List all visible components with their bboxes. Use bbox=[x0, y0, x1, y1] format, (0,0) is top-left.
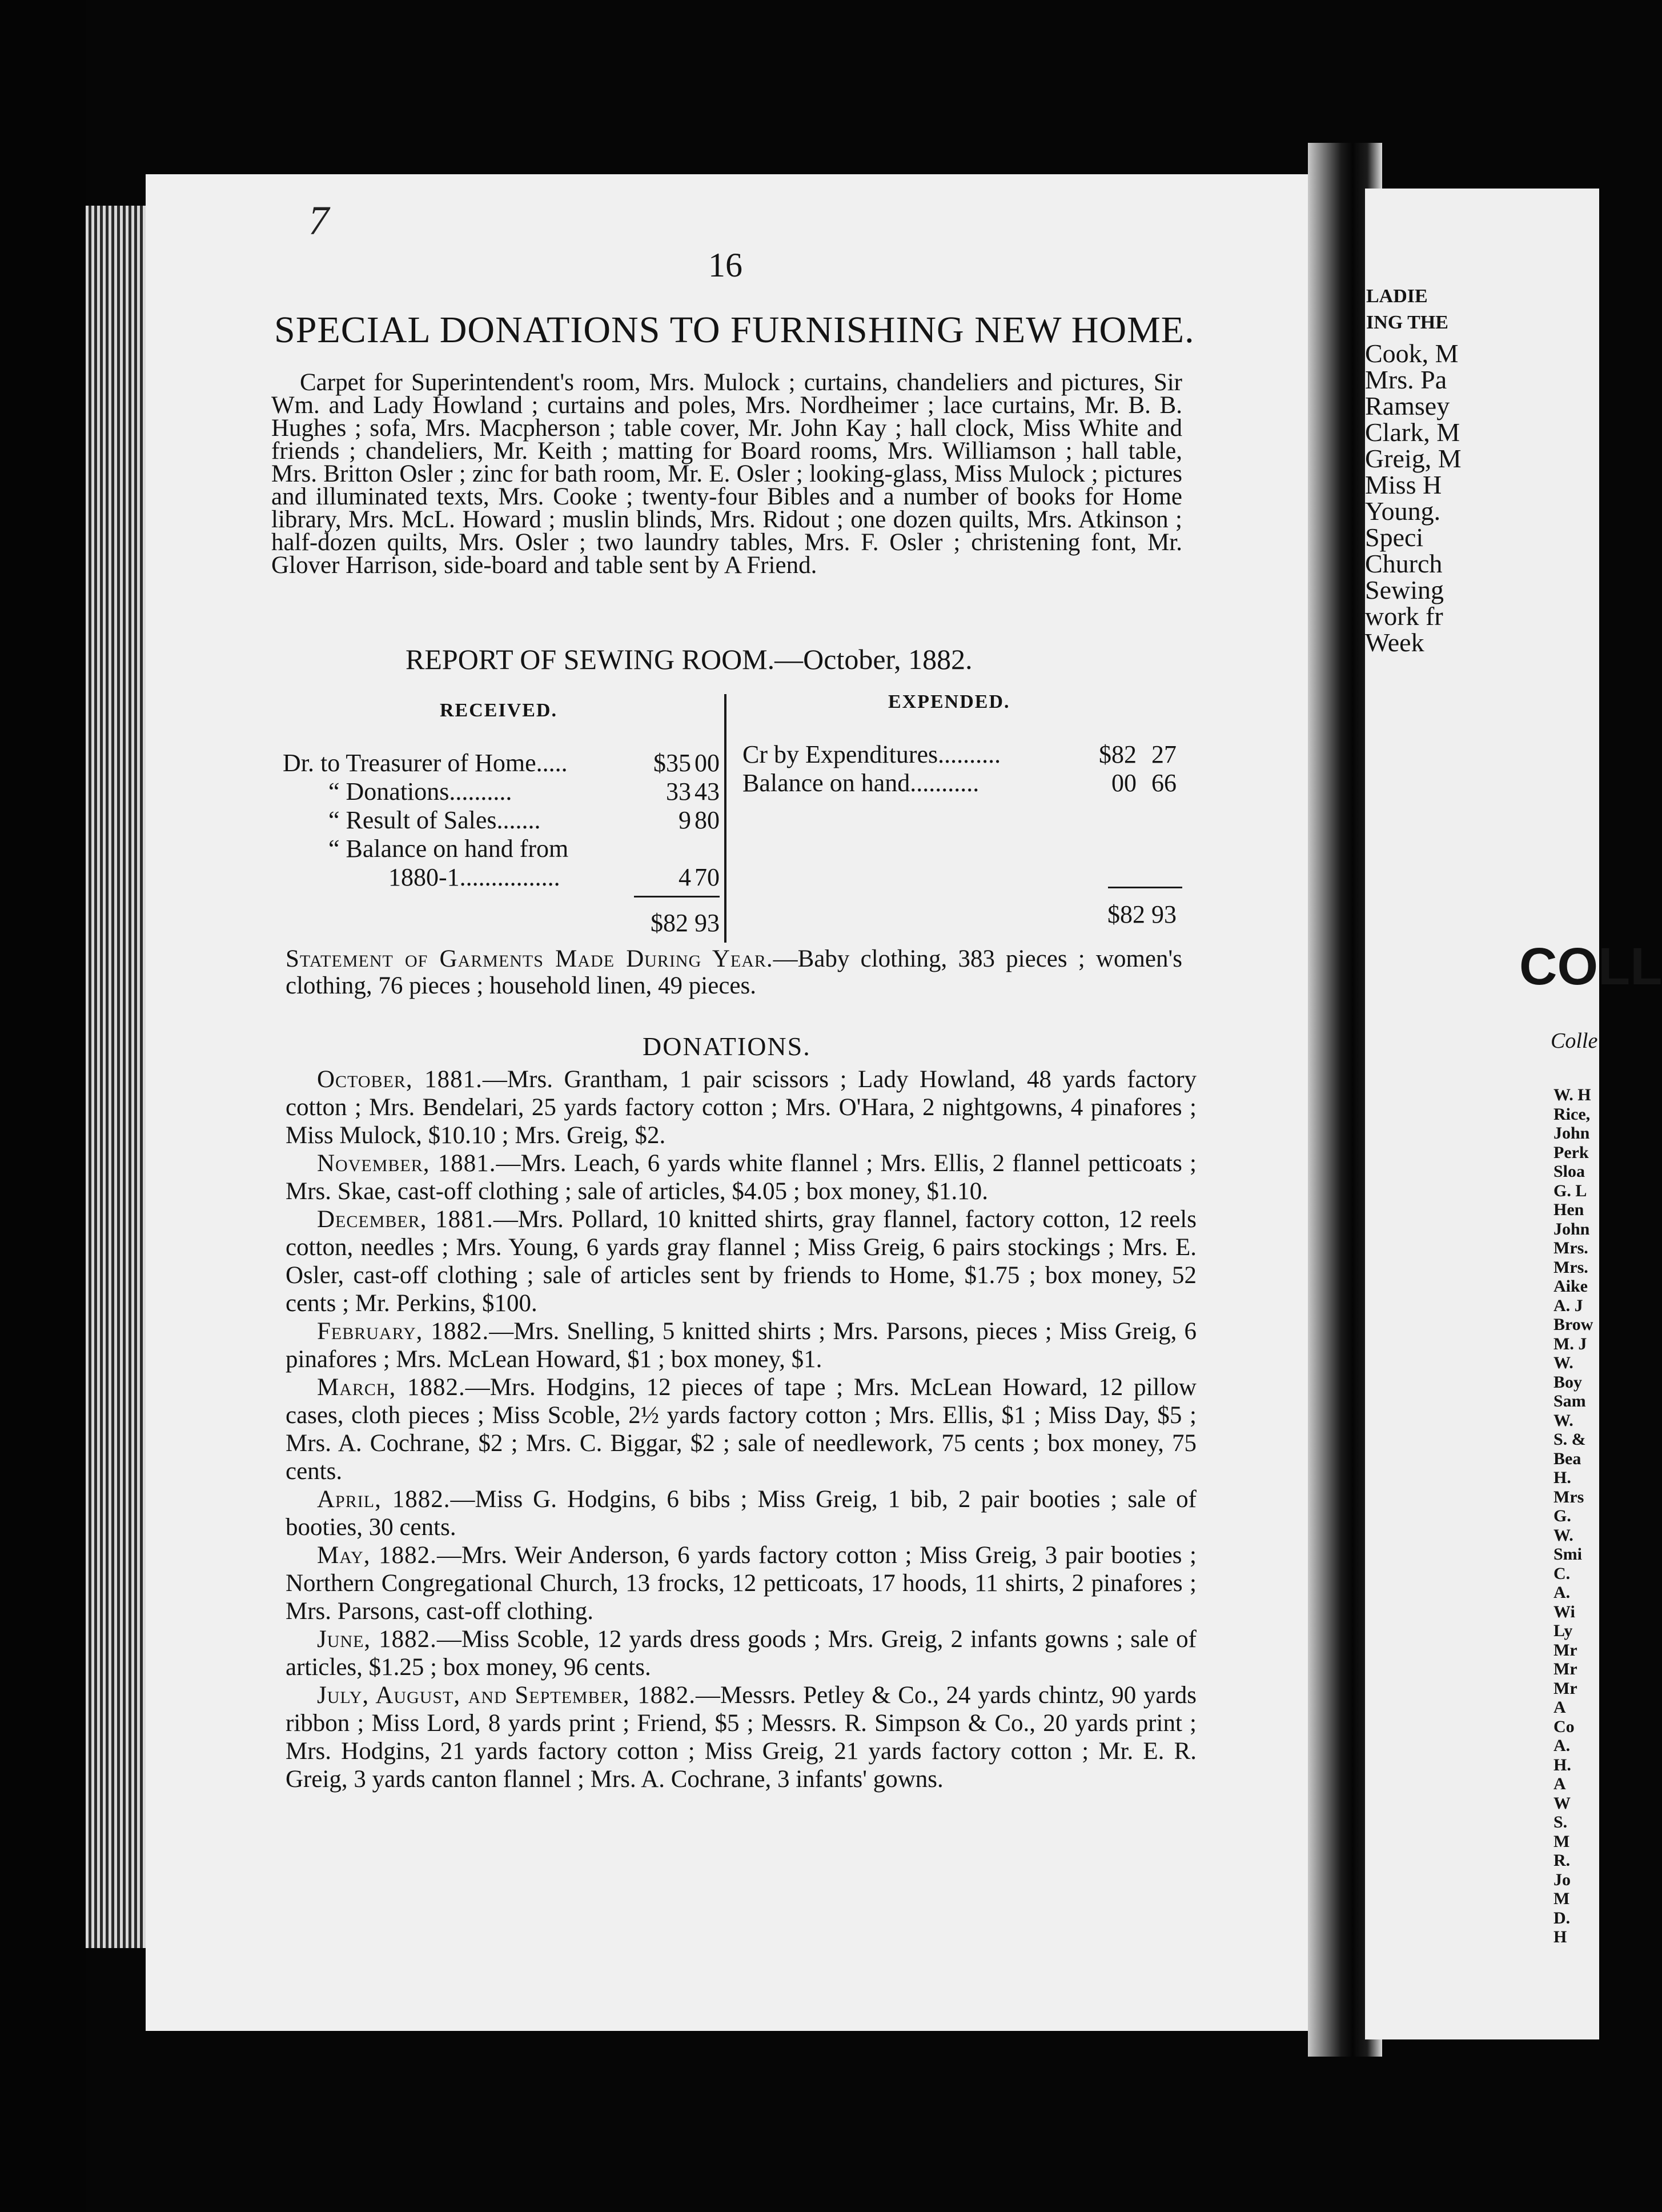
expended-row-cents: 66 bbox=[1151, 769, 1177, 797]
right-page-name: R. bbox=[1553, 1851, 1571, 1870]
donation-text: —Messrs. Petley & Co., 24 yards chintz, 90 yards ribbon ; Miss Lord, 8 yards print ; Friend, $5 ; Messrs. R. Simpson & Co., 20 yards print ; Mrs. Hodgins, 21 yards factory cotton ; Miss Greig, 21 yards factory cotton ; Mr. E. R. Greig, 3 yards canton flannel ; Mrs. A. Cochrane, 3 infants' gowns. bbox=[286, 1682, 1197, 1793]
right-page-line: Speci bbox=[1365, 523, 1424, 552]
donation-month: October, 1881. bbox=[317, 1066, 483, 1093]
right-page-name: Bea bbox=[1553, 1449, 1581, 1468]
right-page-name: Hen bbox=[1553, 1200, 1584, 1219]
right-page-name: Mrs. bbox=[1553, 1257, 1588, 1277]
donation-month: July, August, and September, 1882. bbox=[317, 1682, 696, 1709]
right-page-name: Mr bbox=[1553, 1678, 1577, 1698]
right-page-name: Perk bbox=[1553, 1143, 1589, 1162]
expended-row-label: Balance on hand........... bbox=[742, 769, 979, 797]
right-page-line: Week bbox=[1365, 628, 1424, 657]
right-page-line: Mrs. Pa bbox=[1365, 365, 1447, 394]
received-row-cents: 43 bbox=[694, 778, 720, 806]
received-row-cents: 80 bbox=[694, 806, 720, 834]
donation-entry bbox=[286, 1681, 1197, 1793]
right-page-name: W. bbox=[1553, 1353, 1573, 1372]
donation-month: May, 1882. bbox=[317, 1542, 437, 1569]
page-number: 16 bbox=[708, 246, 742, 284]
right-page-name: Brow bbox=[1553, 1315, 1593, 1334]
received-row-label: “ Balance on hand from bbox=[328, 835, 569, 863]
expended-total-rule bbox=[1108, 887, 1182, 888]
right-page-name: H. bbox=[1553, 1468, 1571, 1487]
donation-month: April, 1882. bbox=[317, 1486, 451, 1513]
donation-text: —Mrs. Leach, 6 yards white flannel ; Mrs. Ellis, 2 flannel petticoats ; Mrs. Skae, cast-off clothing ; sale of articles, $4.05 ; box money, $1.10. bbox=[286, 1150, 1197, 1205]
donation-text: —Mrs. Hodgins, 12 pieces of tape ; Mrs. McLean Howard, 12 pillow cases, cloth pieces ; Miss Scoble, 2½ yards factory cotton ; Mrs. Ellis, $1 ; Miss Day, $5 ; Mrs. A. Cochrane, $2 ; Mrs. C. Biggar, $2 ; sale of needlework, 75 cents ; box money, 75 cents. bbox=[286, 1374, 1197, 1485]
received-row-label: “ Result of Sales....... bbox=[328, 806, 541, 834]
donation-entry bbox=[286, 1485, 1197, 1541]
received-row-label: 1880-1................ bbox=[388, 863, 560, 891]
right-page-line: Cook, M bbox=[1365, 339, 1459, 368]
right-page-heading: COLL bbox=[1519, 937, 1662, 996]
right-page-name: Jo bbox=[1553, 1870, 1571, 1889]
donation-entry bbox=[286, 1317, 1197, 1373]
right-page-name: Mr bbox=[1553, 1660, 1577, 1678]
right-page-name: Mrs. bbox=[1553, 1239, 1588, 1257]
right-page-name: Boy bbox=[1553, 1372, 1583, 1392]
right-page-name: Mr bbox=[1553, 1640, 1577, 1660]
right-page-name: S. bbox=[1553, 1813, 1568, 1832]
right-page-line: LADIE bbox=[1366, 286, 1428, 307]
right-page-name: M. J bbox=[1553, 1334, 1587, 1353]
page-edges bbox=[86, 206, 148, 1948]
right-page-line: Miss H bbox=[1365, 470, 1442, 499]
right-page-name: John bbox=[1553, 1124, 1590, 1143]
expended-row-dollars: 00 bbox=[1111, 769, 1137, 797]
expended-row-cents: 27 bbox=[1151, 740, 1177, 768]
donation-entry bbox=[286, 1205, 1197, 1317]
right-page-name: A. bbox=[1553, 1583, 1571, 1602]
donation-entry bbox=[286, 1625, 1197, 1681]
expended-row-dollars: $82 bbox=[1099, 740, 1137, 768]
donations-list bbox=[286, 1065, 1197, 1793]
right-page-name: H. bbox=[1553, 1755, 1571, 1774]
expended-total: $82 93 bbox=[1107, 900, 1177, 928]
right-page-name: G. L bbox=[1553, 1181, 1587, 1200]
report-heading: REPORT OF SEWING ROOM.—October, 1882. bbox=[406, 643, 973, 675]
expended-row-label: Cr by Expenditures.......... bbox=[742, 740, 1001, 768]
donation-entry bbox=[286, 1065, 1197, 1149]
received-total: $82 93 bbox=[651, 909, 720, 937]
received-total-rule bbox=[634, 896, 720, 897]
book-spine bbox=[0, 0, 86, 2212]
right-page-name: G. bbox=[1553, 1506, 1571, 1525]
expended-label: EXPENDED. bbox=[888, 691, 1010, 712]
received-row-dollars: 33 bbox=[666, 778, 691, 806]
right-page-line: Church bbox=[1365, 549, 1443, 578]
garments-statement bbox=[286, 945, 1182, 999]
right-page-name: John bbox=[1553, 1219, 1590, 1239]
donation-text: —Miss Scoble, 12 yards dress goods ; Mrs. Greig, 2 infants gowns ; sale of articles, $1.25 ; box money, 96 cents. bbox=[286, 1626, 1197, 1681]
right-page-name: Smi bbox=[1553, 1545, 1583, 1564]
right-page-line: Young. bbox=[1365, 496, 1441, 526]
right-page-name: A bbox=[1553, 1774, 1566, 1793]
right-page-name: A. J bbox=[1553, 1296, 1583, 1315]
right-page-name: Co bbox=[1553, 1717, 1575, 1736]
right-page-name: Ly bbox=[1553, 1621, 1573, 1640]
donation-text: —Mrs. Pollard, 10 knitted shirts, gray flannel, factory cotton, 12 reels cotton, needles ; Mrs. Young, 6 yards gray flannel ; Miss Greig, 6 pairs stockings ; Mrs. E. Osler, cast-off clothing ; sale of articles sent by friends to Home, $1.75 ; box money, 52 cents ; Mr. Perkins, $100. bbox=[286, 1206, 1197, 1317]
right-page-subheading: Colle bbox=[1551, 1029, 1598, 1053]
donation-month: February, 1882. bbox=[317, 1318, 489, 1345]
right-page bbox=[1365, 189, 1662, 2039]
right-page-name: W. bbox=[1553, 1410, 1573, 1430]
right-page-name: W bbox=[1553, 1793, 1571, 1813]
donations-heading: DONATIONS. bbox=[643, 1032, 811, 1061]
right-page-name: A. bbox=[1553, 1736, 1571, 1755]
right-page-name: S. & bbox=[1553, 1430, 1586, 1449]
right-page-line: Ramsey bbox=[1365, 391, 1450, 420]
donation-month: December, 1881. bbox=[317, 1206, 493, 1233]
statement-lead: Statement of Garments Made During Year. bbox=[286, 945, 773, 972]
ledger-divider bbox=[724, 694, 726, 943]
right-page-name: Rice, bbox=[1553, 1104, 1591, 1124]
donation-text: —Miss G. Hodgins, 6 bibs ; Miss Greig, 1 bib, 2 pair booties ; sale of booties, 30 cents. bbox=[286, 1486, 1197, 1541]
received-label: RECEIVED. bbox=[440, 700, 557, 721]
right-page-name: Aike bbox=[1553, 1277, 1588, 1296]
donation-entry bbox=[286, 1373, 1197, 1485]
received-row-cents: 70 bbox=[694, 863, 720, 891]
right-page-name: A bbox=[1553, 1698, 1566, 1717]
right-page-line: ING THE bbox=[1366, 312, 1448, 333]
right-page-name: H bbox=[1553, 1928, 1567, 1946]
right-page-name: D. bbox=[1553, 1908, 1571, 1928]
right-page-name: Sam bbox=[1553, 1392, 1586, 1410]
donation-text: —Mrs. Grantham, 1 pair scissors ; Lady Howland, 48 yards factory cotton ; Mrs. Bendelari, 25 yards factory cotton ; Mrs. O'Hara, 2 nightgowns, 4 pinafores ; Miss Mulock, $10.10 ; Mrs. Greig, $2. bbox=[286, 1066, 1197, 1149]
right-page-name: W. H bbox=[1553, 1085, 1591, 1104]
right-page-name: C. bbox=[1553, 1564, 1571, 1583]
received-row-dollars: 4 bbox=[679, 863, 691, 891]
right-page-name: Sloa bbox=[1553, 1162, 1585, 1181]
right-page-name: M bbox=[1553, 1889, 1570, 1908]
handwritten-mark: 7 bbox=[308, 198, 329, 243]
donation-entry bbox=[286, 1541, 1197, 1625]
right-page-name: Wi bbox=[1553, 1602, 1575, 1621]
received-row-label: Dr. to Treasurer of Home..... bbox=[283, 749, 568, 777]
received-row-dollars: $35 bbox=[653, 749, 691, 777]
donation-text: —Mrs. Snelling, 5 knitted shirts ; Mrs. Parsons, pieces ; Miss Greig, 6 pinafores ; Mrs. McLean Howard, $1 ; box money, $1. bbox=[286, 1318, 1197, 1373]
donation-text: —Mrs. Weir Anderson, 6 yards factory cotton ; Miss Greig, 3 pair booties ; Northern Congregational Church, 13 frocks, 12 petticoats, 17 hoods, 11 shirts, 2 pinafores ; Mrs. Parsons, cast-off clothing. bbox=[286, 1542, 1197, 1625]
donation-entry bbox=[286, 1149, 1197, 1205]
donation-month: June, 1882. bbox=[317, 1626, 437, 1653]
received-row-dollars: 9 bbox=[679, 806, 691, 834]
donation-month: March, 1882. bbox=[317, 1374, 465, 1401]
received-row-cents: 00 bbox=[694, 749, 720, 777]
right-page-line: work fr bbox=[1365, 602, 1443, 631]
right-page-name: M bbox=[1553, 1832, 1570, 1851]
donation-month: November, 1881. bbox=[317, 1150, 496, 1177]
right-page-line: Greig, M bbox=[1365, 444, 1462, 473]
right-page-name: Mrs bbox=[1553, 1487, 1584, 1506]
right-page-line: Sewing bbox=[1365, 575, 1444, 604]
right-page-line: Clark, M bbox=[1365, 418, 1460, 447]
statement-text: —Baby clothing, 383 pieces ; women's clothing, 76 pieces ; household linen, 49 pieces. bbox=[286, 945, 1182, 999]
furnishing-donations-text: Carpet for Superintendent's room, Mrs. Mulock ; curtains, chandeliers and pictures, Sir Wm. and Lady Howland ; curtains and poles, Mrs. Nordheimer ; lace curtains, Mr. B. B. Hughes ; sofa, Mrs. Macpherson ; table cover, Mr. John Kay ; hall clock, Miss White and friends ; chandeliers, Mr. Keith ; matting for Board rooms, Mrs. Williamson ; hall table, Mrs. Britton Osler ; zinc for bath room, Mr. E. Osler ; looking-glass, Miss Mulock ; pictures and illuminated texts, Mrs. Cooke ; twenty-four Bibles and a number of books for Home library, Mrs. McL. Howard ; muslin blinds, Mrs. Ridout ; one dozen quilts, Mrs. Atkinson ; half-dozen quilts, Mrs. Osler ; two laundry tables, Mrs. F. Osler ; christening font, Mr. Glover Harrison, side-board and table sent by A Friend. bbox=[271, 369, 1182, 579]
received-row-label: “ Donations.......... bbox=[328, 778, 512, 806]
section-title: SPECIAL DONATIONS TO FURNISHING NEW HOME. bbox=[274, 309, 1195, 351]
right-page-name: W. bbox=[1553, 1525, 1573, 1545]
